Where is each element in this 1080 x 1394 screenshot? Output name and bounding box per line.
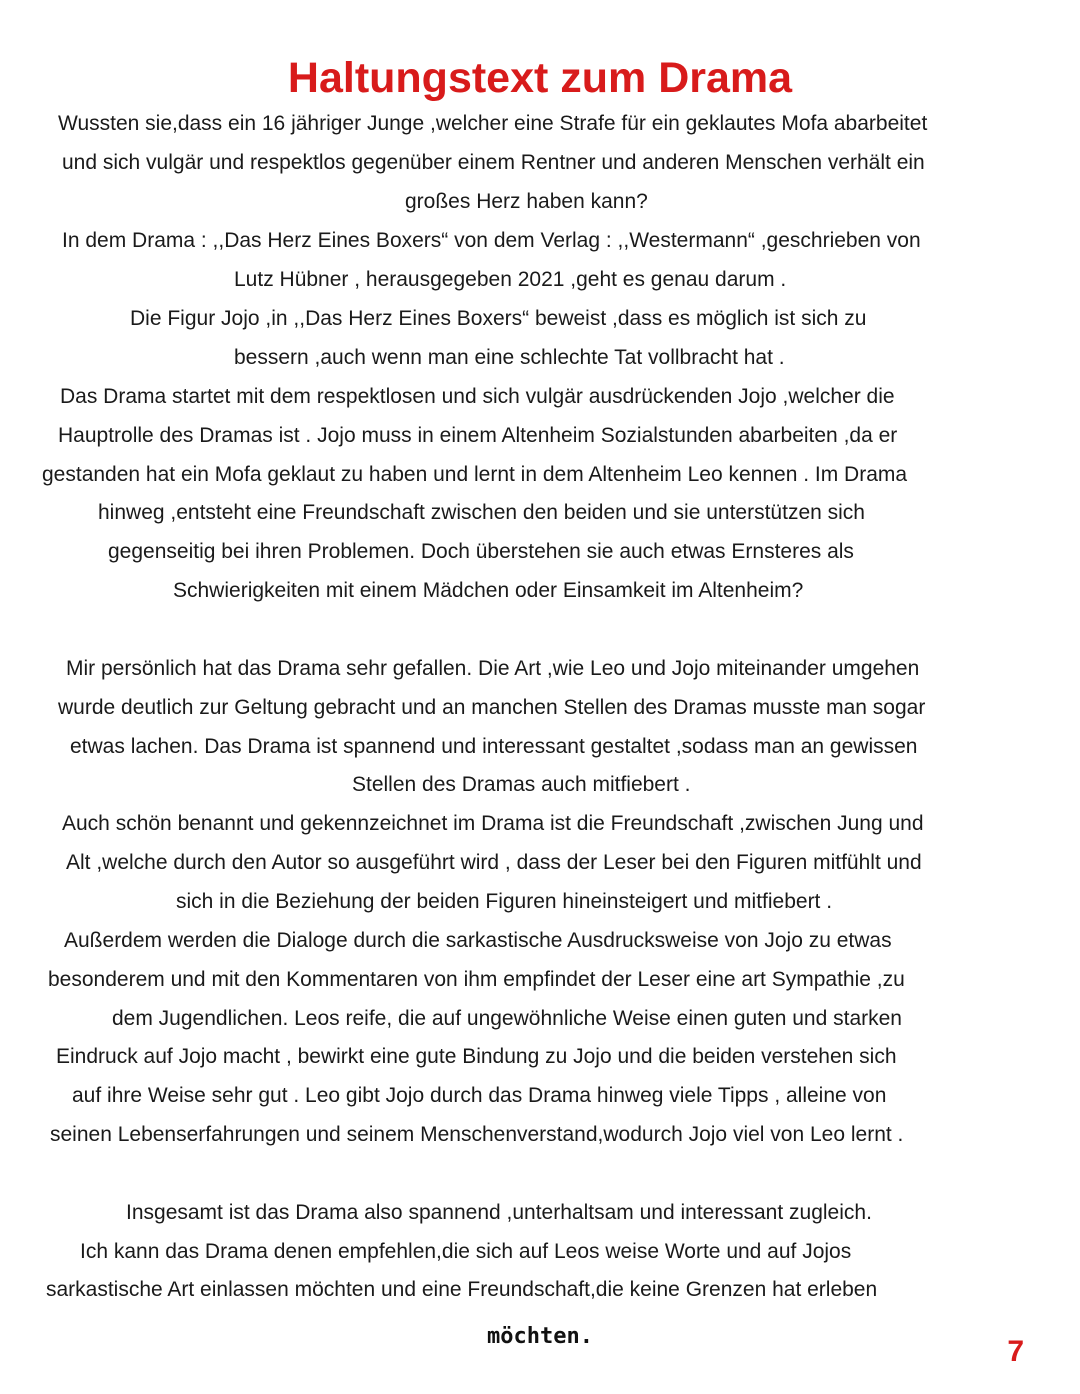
text-line: bessern ,auch wenn man eine schlechte Tat vollbracht hat . xyxy=(234,346,785,369)
text-line: Ich kann das Drama denen empfehlen,die sich auf Leos weise Worte und auf Jojos xyxy=(80,1240,852,1263)
text-line: großes Herz haben kann? xyxy=(405,190,648,213)
text-line: auf ihre Weise sehr gut . Leo gibt Jojo durch das Drama hinweg viele Tipps , alleine von xyxy=(72,1084,887,1107)
text-line: und sich vulgär und respektlos gegenüber einem Rentner und anderen Menschen verhält ein xyxy=(62,151,925,174)
text-line: hinweg ,entsteht eine Freundschaft zwischen den beiden und sie unterstützen sich xyxy=(98,501,865,524)
text-line: Auch schön benannt und gekennzeichnet im Drama ist die Freundschaft ,zwischen Jung und xyxy=(62,812,924,835)
text-line: Stellen des Dramas auch mitfiebert . xyxy=(352,773,691,796)
text-line: dem Jugendlichen. Leos reife, die auf ungewöhnliche Weise einen guten und starken xyxy=(112,1007,902,1030)
text-line: Insgesamt ist das Drama also spannend ,unterhaltsam und interessant zugleich. xyxy=(126,1201,872,1224)
text-line: gegenseitig bei ihren Problemen. Doch überstehen sie auch etwas Ernsteres als xyxy=(108,540,854,563)
text-line: Mir persönlich hat das Drama sehr gefallen. Die Art ,wie Leo und Jojo miteinander umgehen xyxy=(66,657,920,680)
text-line: sarkastische Art einlassen möchten und eine Freundschaft,die keine Grenzen hat erleben xyxy=(46,1278,878,1301)
text-line: Schwierigkeiten mit einem Mädchen oder Einsamkeit im Altenheim? xyxy=(173,579,804,602)
text-line: seinen Lebenserfahrungen und seinem Menschenverstand,wodurch Jojo viel von Leo lernt . xyxy=(50,1123,904,1146)
text-line: wurde deutlich zur Geltung gebracht und an manchen Stellen des Dramas musste man sogar xyxy=(58,696,926,719)
page-title: Haltungstext zum Drama xyxy=(287,54,793,102)
closing-word: möchten. xyxy=(487,1324,593,1349)
text-line: Das Drama startet mit dem respektlosen und sich vulgär ausdrückenden Jojo ,welcher die xyxy=(60,385,895,408)
text-line: In dem Drama : ,,Das Herz Eines Boxers“ von dem Verlag : ,,Westermann“ ,geschrieben von xyxy=(62,229,921,252)
text-line: Die Figur Jojo ,in ,,Das Herz Eines Boxers“ beweist ,dass es möglich ist sich zu xyxy=(130,307,867,330)
text-line: Alt ,welche durch den Autor so ausgeführt wird , dass der Leser bei den Figuren mitfühlt und xyxy=(66,851,922,874)
text-line: Außerdem werden die Dialoge durch die sarkastische Ausdrucksweise von Jojo zu etwas xyxy=(64,929,892,952)
text-line: etwas lachen. Das Drama ist spannend und interessant gestaltet ,sodass man an gewissen xyxy=(70,735,918,758)
text-line: Lutz Hübner , herausgegeben 2021 ,geht es genau darum . xyxy=(234,268,787,291)
text-line: besonderem und mit den Kommentaren von ihm empfindet der Leser eine art Sympathie ,zu xyxy=(48,968,905,991)
text-line: sich in die Beziehung der beiden Figuren hineinsteigert und mitfiebert . xyxy=(176,890,833,913)
text-line: Hauptrolle des Dramas ist . Jojo muss in einem Altenheim Sozialstunden abarbeiten ,da er xyxy=(58,424,898,447)
page-number: 7 xyxy=(1007,1335,1024,1368)
text-line: Eindruck auf Jojo macht , bewirkt eine gute Bindung zu Jojo und die beiden verstehen sich xyxy=(56,1045,897,1068)
text-line: Wussten sie,dass ein 16 jähriger Junge ,welcher eine Strafe für ein geklautes Mofa abarbeitet xyxy=(58,112,928,135)
text-line: gestanden hat ein Mofa geklaut zu haben und lernt in dem Altenheim Leo kennen . Im Drama xyxy=(42,463,908,486)
